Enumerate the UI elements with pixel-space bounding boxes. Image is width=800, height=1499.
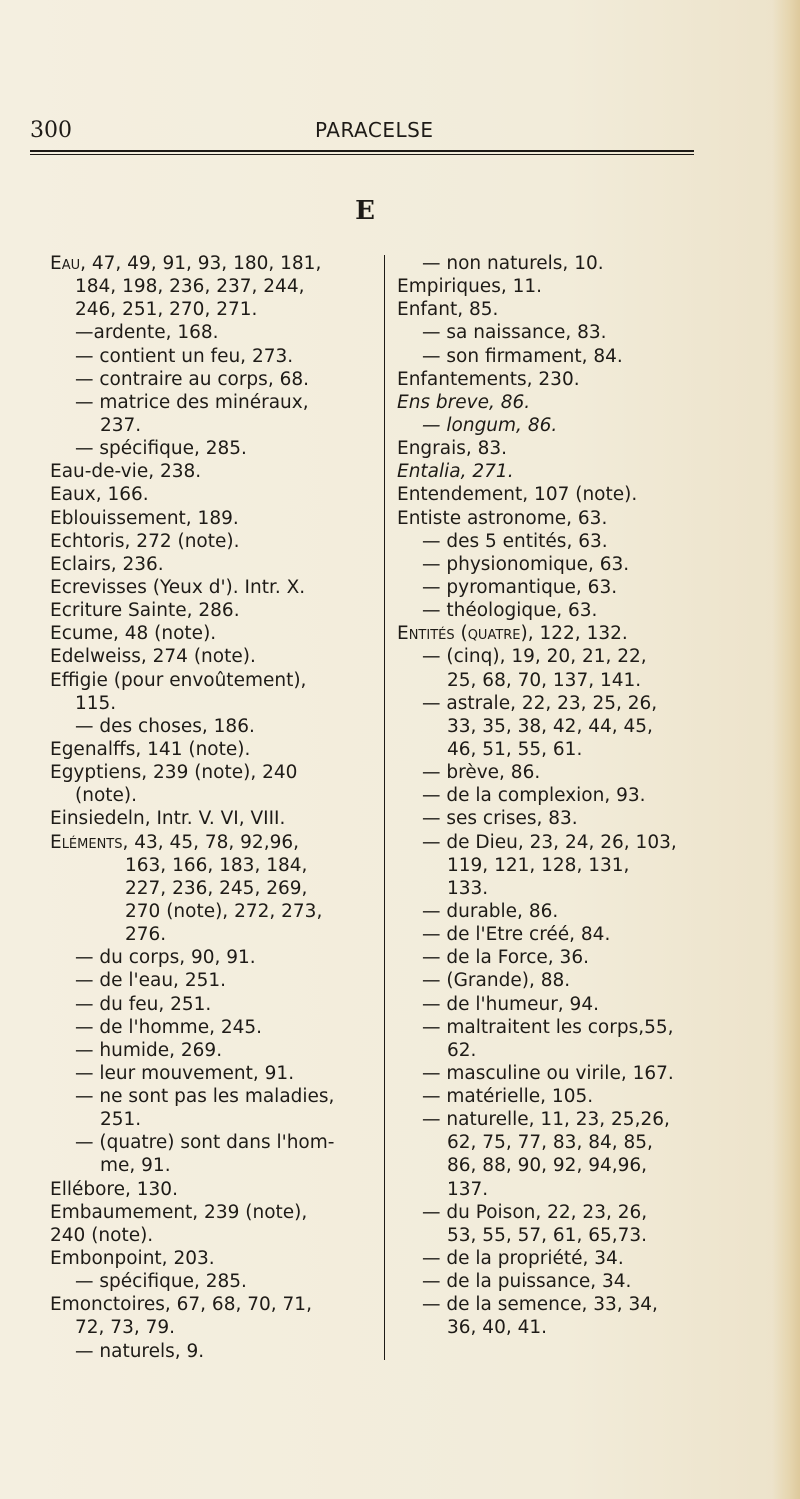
index-entry: 62, 75, 77, 83, 84, 85, (447, 1132, 653, 1154)
index-entry: Entiste astronome, 63. (397, 507, 608, 529)
index-entry: (note). (75, 785, 137, 807)
page-edge (772, 0, 800, 1499)
index-entry: — son firmament, 84. (422, 345, 623, 367)
index-entry: Ecrevisses (Yeux d'). Intr. X. (50, 576, 306, 598)
index-entry: Eau, 47, 49, 91, 93, 180, 181, (50, 253, 322, 274)
index-entry: — leur mouvement, 91. (75, 1062, 295, 1084)
index-entry: — matrice des minéraux, (75, 391, 309, 413)
index-entry: — astrale, 22, 23, 25, 26, (422, 692, 658, 714)
index-column-right (397, 252, 727, 1340)
index-entry: — pyromantique, 63. (422, 576, 618, 598)
index-entry: 237. (100, 414, 142, 436)
index-entry: Entendement, 107 (note). (397, 484, 638, 506)
index-entry: Echtoris, 272 (note). (50, 530, 240, 552)
index-entry: Ecriture Sainte, 286. (50, 600, 240, 622)
index-entry: 115. (75, 692, 117, 714)
index-entry: Eclairs, 236. (50, 553, 164, 575)
index-entry: Eaux, 166. (50, 484, 149, 506)
index-entry: — sa naissance, 83. (422, 322, 607, 344)
index-entry: Enfant, 85. (397, 299, 499, 321)
index-entry: — des 5 entités, 63. (422, 530, 608, 552)
index-entry: — théologique, 63. (422, 600, 598, 622)
index-entry: Emonctoires, 67, 68, 70, 71, (50, 1294, 312, 1316)
index-entry: Eblouissement, 189. (50, 507, 239, 529)
header-rule-thin (30, 154, 694, 155)
index-entry: — masculine ou virile, 167. (422, 1062, 674, 1084)
index-entry: 33, 35, 38, 42, 44, 45, (447, 715, 653, 737)
index-entry: — de l'homme, 245. (75, 1016, 263, 1038)
index-entry: Ecume, 48 (note). (50, 623, 217, 645)
index-entry: — contient un feu, 273. (75, 345, 294, 367)
index-entry: — de l'Etre créé, 84. (422, 924, 611, 946)
index-entry: — de la complexion, 93. (422, 785, 646, 807)
index-entry: — maltraitent les corps,55, (422, 1016, 674, 1038)
index-entry: — de la semence, 33, 34, (422, 1294, 658, 1316)
index-entry: — (quatre) sont dans l'hom- (75, 1132, 335, 1154)
index-entry: Egyptiens, 239 (note), 240 (50, 762, 298, 784)
index-entry: Effigie (pour envoûtement), (50, 669, 307, 691)
index-entry: Edelweiss, 274 (note). (50, 646, 256, 668)
section-letter: E (355, 196, 375, 226)
index-entry: — naturelle, 11, 23, 25,26, (422, 1109, 670, 1131)
index-entry: — brève, 86. (422, 762, 541, 784)
index-entry: — ne sont pas les maladies, (75, 1086, 335, 1108)
index-entry: — de la Force, 36. (422, 947, 589, 969)
index-entry: —ardente, 168. (75, 322, 219, 344)
index-entry: 240 (note). (50, 1224, 154, 1246)
index-entry: — humide, 269. (75, 1039, 223, 1061)
page-number: 300 (30, 118, 72, 143)
index-entry: Egenalffs, 141 (note). (50, 738, 251, 760)
running-title: PARACELSE (315, 118, 434, 142)
index-entry: 25, 68, 70, 137, 141. (447, 669, 642, 691)
index-entry: — spécifique, 285. (75, 1271, 247, 1293)
index-entry: 227, 236, 245, 269, (125, 877, 308, 899)
index-entry: — ses crises, 83. (422, 808, 578, 830)
index-entry: Einsiedeln, Intr. V. VI, VIII. (50, 808, 286, 830)
index-entry: — non naturels, 10. (422, 253, 604, 274)
index-entry: 184, 198, 236, 237, 244, (75, 276, 305, 298)
index-entry: 36, 40, 41. (447, 1317, 548, 1339)
index-entry: Empiriques, 11. (397, 276, 543, 298)
index-entry: Enfantements, 230. (397, 368, 580, 390)
index-entry: Eléments, 43, 45, 78, 92,96, (50, 831, 300, 853)
index-entry: 86, 88, 90, 92, 94,96, (447, 1155, 648, 1177)
index-entry: — longum, 86. (422, 414, 558, 436)
index-entry: 46, 51, 55, 61. (447, 738, 583, 760)
index-entry: — spécifique, 285. (75, 438, 247, 460)
index-entry: — contraire au corps, 68. (75, 368, 309, 390)
index-entry: 137. (447, 1178, 489, 1200)
index-entry: Entalia, 271. (397, 461, 514, 483)
index-entry: — du feu, 251. (75, 993, 212, 1015)
index-entry: 251. (100, 1109, 142, 1131)
index-entry: 246, 251, 270, 271. (75, 299, 258, 321)
index-entry: — naturels, 9. (75, 1340, 205, 1362)
index-entry: — de la puissance, 34. (422, 1271, 632, 1293)
index-entry: 62. (447, 1039, 477, 1061)
index-entry: 276. (125, 924, 167, 946)
index-entry: — du corps, 90, 91. (75, 947, 256, 969)
page-header (30, 113, 692, 153)
index-entry: me, 91. (100, 1155, 171, 1177)
index-entry: — de la propriété, 34. (422, 1248, 624, 1270)
index-entry: 119, 121, 128, 131, (447, 854, 630, 876)
index-entry: — de l'eau, 251. (75, 970, 227, 992)
index-entry: Eau-de-vie, 238. (50, 461, 202, 483)
index-entry: — durable, 86. (422, 900, 559, 922)
index-entry: 53, 55, 57, 61, 65,73. (447, 1224, 648, 1246)
index-entry: — matérielle, 105. (422, 1086, 594, 1108)
index-entry: 163, 166, 183, 184, (125, 854, 308, 876)
index-entry: Engrais, 83. (397, 438, 508, 460)
index-entry: Embonpoint, 203. (50, 1248, 215, 1270)
index-entry: — physionomique, 63. (422, 553, 630, 575)
index-entry: Ens breve, 86. (397, 391, 531, 413)
index-entry: 270 (note), 272, 273, (125, 900, 323, 922)
index-column-left (50, 252, 380, 1363)
index-entry: Entités (quatre), 122, 132. (397, 623, 628, 645)
index-entry: — (cinq), 19, 20, 21, 22, (422, 646, 647, 668)
column-divider (384, 255, 385, 1360)
index-entry: — de Dieu, 23, 24, 26, 103, (422, 831, 677, 853)
index-entry: — des choses, 186. (75, 715, 255, 737)
index-entry: — (Grande), 88. (422, 970, 571, 992)
index-entry: Embaumement, 239 (note), (50, 1201, 308, 1223)
index-entry: Ellébore, 130. (50, 1178, 178, 1200)
index-entry: — de l'humeur, 94. (422, 993, 599, 1015)
header-rule (30, 150, 694, 152)
index-entry: — du Poison, 22, 23, 26, (422, 1201, 648, 1223)
index-entry: 133. (447, 877, 489, 899)
index-entry: 72, 73, 79. (75, 1317, 176, 1339)
